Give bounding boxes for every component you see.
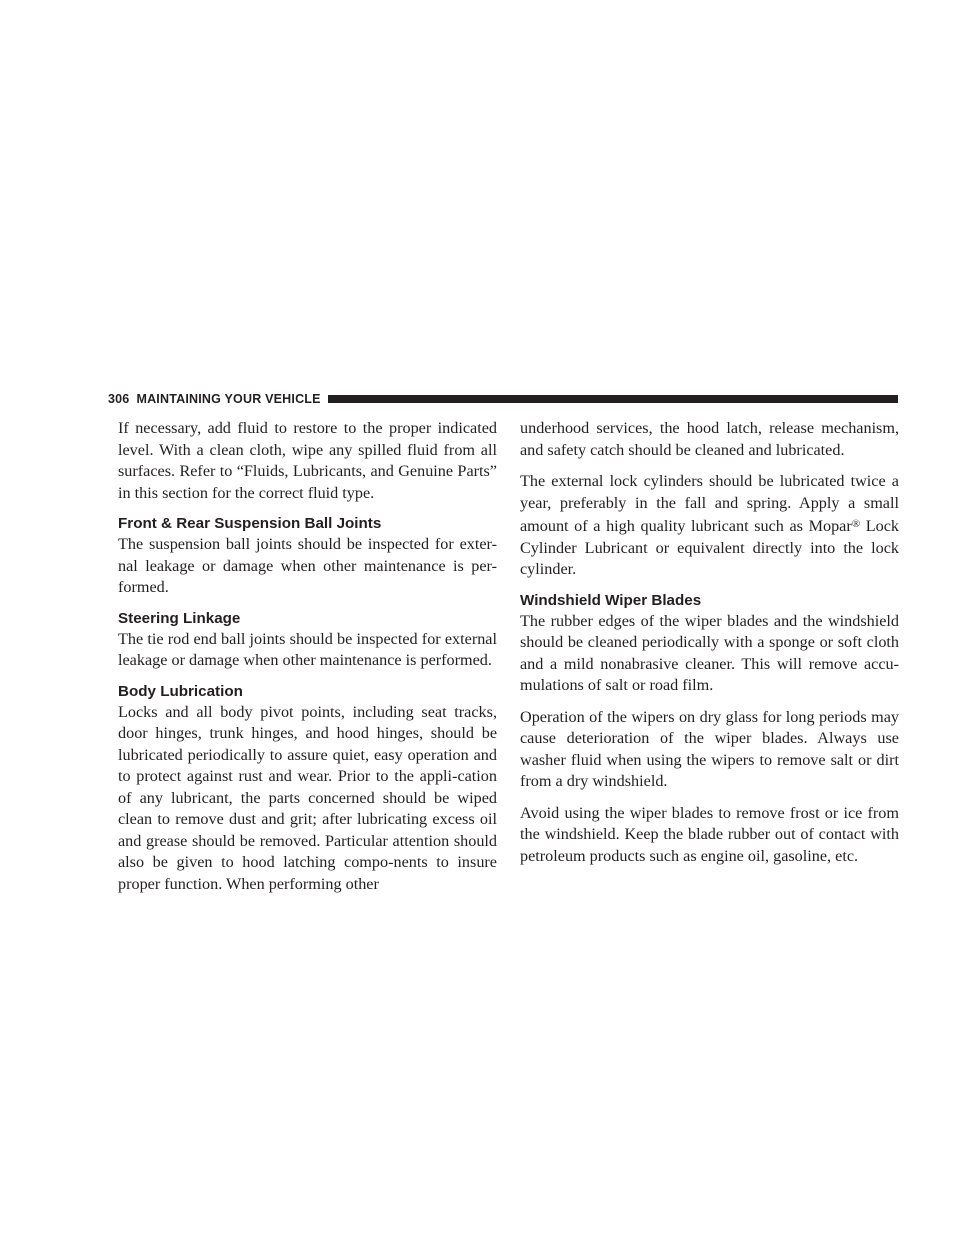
continued-paragraph: underhood services, the hood latch, release mechanism, and safety catch should be cleaned and lubricated. [520, 419, 899, 459]
left-column [118, 418, 497, 905]
section-title: MAINTAINING YOUR VEHICLE [136, 392, 321, 406]
wiper-blades-paragraph-1: The rubber edges of the wiper blades and the windshield should be cleaned periodically with a sponge or soft cloth and a mild nonabrasive cleaner. This will remove accu-mulations of salt or road film. [520, 611, 899, 694]
page-number: 306 [108, 392, 130, 406]
wiper-blades-paragraph-3: Avoid using the wiper blades to remove frost or ice from the windshield. Keep the blade rubber out of contact with petroleum products such as engine oil, gasoline, etc. [520, 803, 899, 865]
steering-linkage-heading: Steering Linkage [118, 609, 241, 627]
lock-cylinders-text-part2: Lock Cylinder Lubricant or equivalent directly into the lock cylinder. [520, 517, 900, 578]
ball-joints-heading: Front & Rear Suspension Ball Joints [118, 515, 382, 532]
intro-paragraph: If necessary, add fluid to restore to the proper indicated level. With a clean cloth, wipe any spilled fluid from all surfaces. Refer to “Fluids, Lubricants, and Genuine Parts” in this section for the correct fluid type. [118, 419, 497, 502]
wiper-blades-paragraph-2: Operation of the wipers on dry glass for long periods may cause deterioration of the wiper blades. Always use washer fluid when using the wipers to remove salt or dirt from a dry windshield. [520, 707, 899, 790]
right-column [520, 418, 899, 877]
header-rule [328, 395, 898, 403]
registered-mark: ® [851, 518, 861, 530]
lock-cylinders-paragraph [520, 471, 899, 581]
steering-linkage-body: The tie rod end ball joints should be inspected for external leakage or damage when other maintenance is performed. [118, 629, 497, 669]
lock-cylinders-text-part1: The external lock cylinders should be lubricated twice a year, preferably in the fall and spring. Apply a small amount of a high quality lubricant such as Mopar [520, 472, 899, 535]
body-lubrication-heading: Body Lubrication [118, 682, 243, 700]
ball-joints-body: The suspension ball joints should be inspected for exter-nal leakage or damage when other maintenance is per-formed. [118, 535, 497, 596]
wiper-blades-heading: Windshield Wiper Blades [520, 591, 702, 609]
body-lubrication-body: Locks and all body pivot points, including seat tracks, door hinges, trunk hinges, and hood hinges, should be lubricated periodically to assure quiet, easy operation and to protect against rust and wear. Prior to the appli-cation of any lubricant, the parts concerned should be wiped clean to remove dust and grit; after lubricating excess oil and grease should be removed. Particular attention should also be given to hood latching compo-nents to insure proper function. When performing other [118, 702, 497, 893]
page-header [108, 390, 898, 408]
